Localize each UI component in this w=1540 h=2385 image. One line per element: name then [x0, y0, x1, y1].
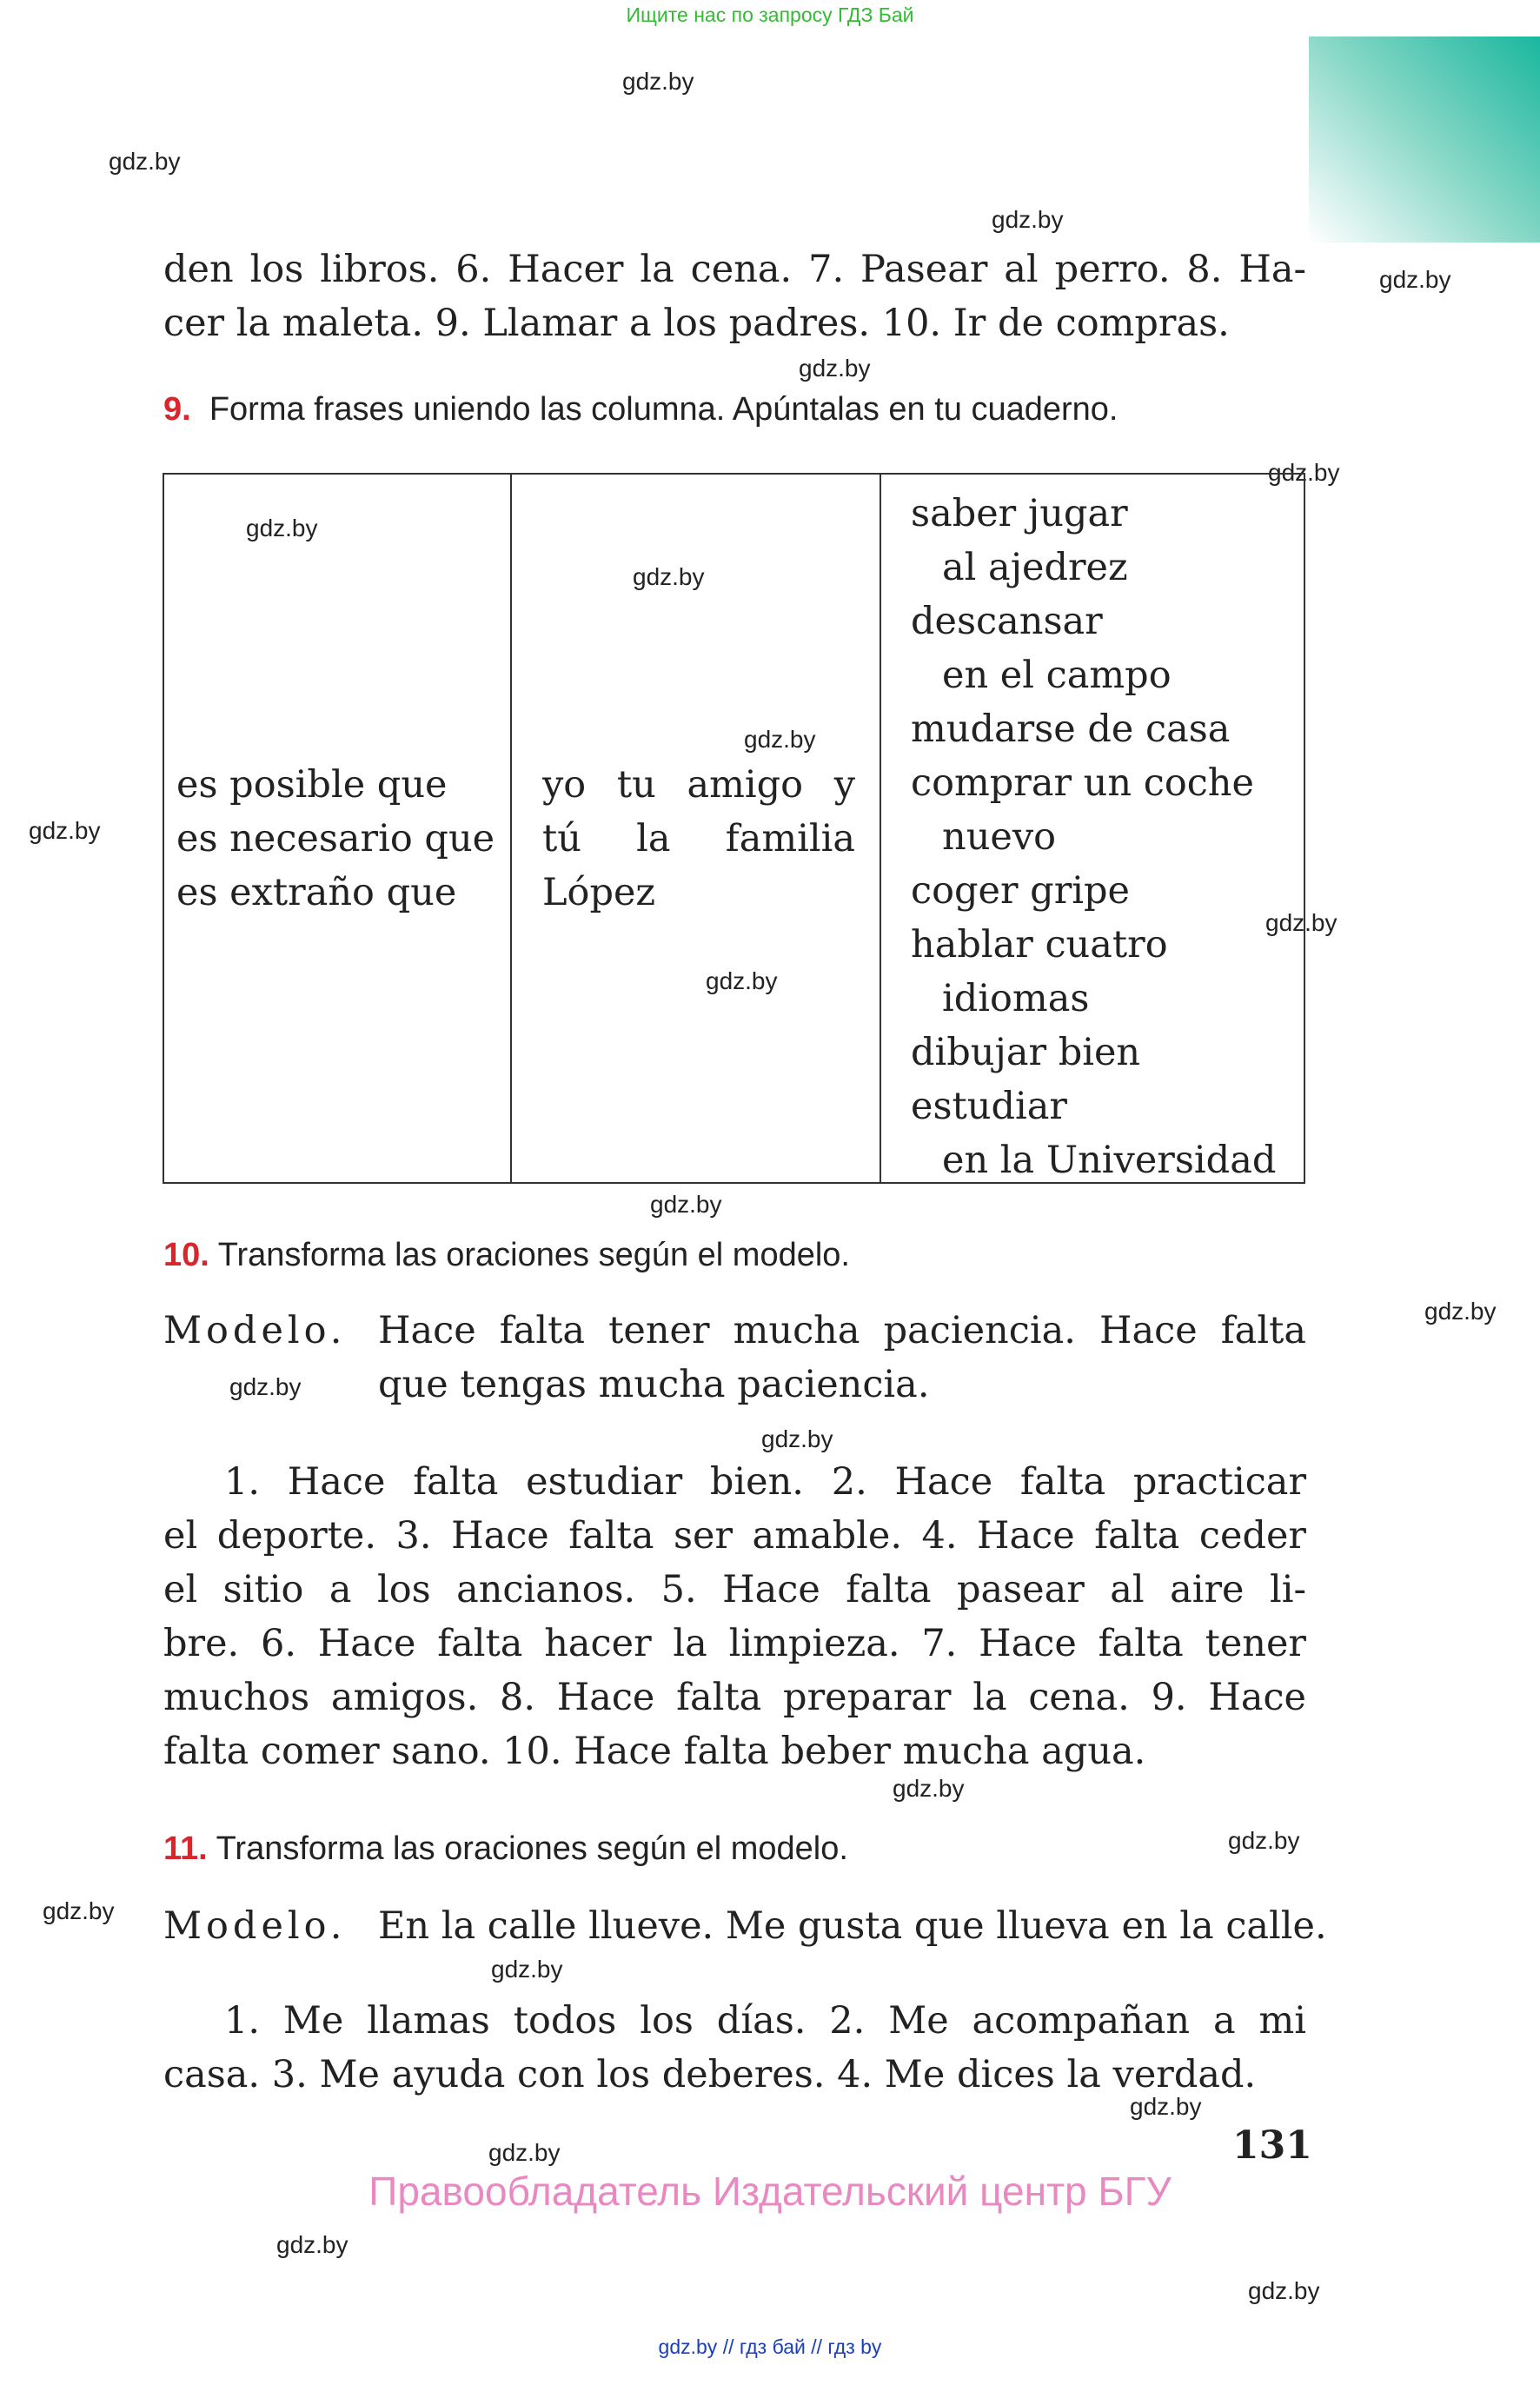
watermark: gdz.by [29, 817, 101, 844]
watermark: gdz.by [246, 515, 318, 541]
paragraph-line: 1. Hace falta estudiar bien. 2. Hace falta practicar [224, 1460, 1306, 1504]
watermark: gdz.by [650, 1191, 722, 1218]
table-column-2 [512, 475, 881, 1182]
paragraph-line: el deporte. 3. Hace falta ser amable. 4. Hace falta ceder [163, 1514, 1306, 1558]
paragraph-line: cer la maleta. 9. Llamar a los padres. 10. Ir de compras. [163, 302, 1230, 345]
table-cell: al ajedrez [942, 546, 1128, 589]
watermark: gdz.by [1379, 266, 1451, 293]
exercise-9-heading [163, 391, 1118, 429]
table-cell: dibujar bien [911, 1031, 1141, 1074]
page-number: 131 [1232, 2123, 1312, 2168]
watermark: gdz.by [1248, 2277, 1320, 2304]
watermark: gdz.by [706, 967, 778, 994]
watermark: gdz.by [744, 726, 816, 753]
paragraph-line: bre. 6. Hace falta hacer la limpieza. 7. Hace falta tener [163, 1622, 1306, 1665]
exercise-instruction: Forma frases uniendo las columna. Apúntalas en tu cuaderno. [209, 391, 1118, 428]
watermark: gdz.by [893, 1775, 965, 1802]
table-cell: en el campo [942, 654, 1172, 697]
model-sentence: que tengas mucha paciencia. [378, 1363, 930, 1406]
watermark: gdz.by [488, 2139, 561, 2166]
corner-decoration [1309, 37, 1540, 242]
model-label: Modelo. [163, 1309, 347, 1352]
top-banner: Ищите нас по запросу ГДЗ Бай [626, 3, 914, 26]
table-cell: saber jugar [911, 492, 1128, 535]
column-1-lines [176, 758, 495, 920]
footer-links[interactable]: gdz.by // гдз бай // гдз by [658, 2335, 882, 2358]
watermark: gdz.by [109, 148, 181, 175]
watermark: gdz.by [1265, 909, 1338, 936]
watermark: gdz.by [1130, 2093, 1202, 2120]
watermark: gdz.by [43, 1897, 115, 1924]
exercise-number: 11. [163, 1830, 208, 1867]
watermark: gdz.by [276, 2231, 348, 2258]
model-sentence: Hace falta tener mucha paciencia. Hace falta [378, 1309, 1306, 1352]
table-cell: es necesario que [176, 817, 495, 860]
table-cell: estudiar [911, 1085, 1067, 1128]
watermark: gdz.by [491, 1956, 563, 1983]
exercise-10-heading [163, 1237, 850, 1274]
table-cell: tú la familia [542, 817, 855, 860]
watermark: gdz.by [229, 1373, 302, 1400]
watermark: gdz.by [1424, 1298, 1497, 1325]
column-2-lines [542, 758, 855, 920]
table-cell: idiomas [942, 977, 1090, 1020]
paragraph-line: muchos amigos. 8. Hace falta preparar la cena. 9. Hace [163, 1676, 1306, 1719]
table-cell: es extraño que [176, 871, 457, 914]
watermark: gdz.by [799, 355, 871, 382]
exercise-instruction: Transforma las oraciones según el modelo. [216, 1830, 848, 1867]
exercise-number: 9. [163, 391, 191, 428]
table-cell: coger gripe [911, 869, 1130, 913]
watermark: gdz.by [1228, 1827, 1300, 1854]
watermark: gdz.by [633, 563, 705, 590]
watermark: gdz.by [622, 68, 694, 95]
paragraph-line: el sitio a los ancianos. 5. Hace falta pasear al aire li- [163, 1568, 1306, 1611]
watermark: gdz.by [761, 1425, 833, 1452]
table-cell: descansar [911, 600, 1103, 643]
table-column-1 [164, 475, 512, 1182]
table-cell: nuevo [942, 815, 1057, 859]
model-sentence: En la calle llueve. Me gusta que llueva en la calle. [378, 1904, 1327, 1948]
table-cell: comprar un coche [911, 761, 1254, 805]
table-cell: López [542, 871, 656, 914]
table-cell: mudarse de casa [911, 708, 1231, 751]
table-cell: en la Universidad [942, 1139, 1277, 1182]
exercise-instruction: Transforma las oraciones según el modelo. [217, 1237, 850, 1273]
paragraph-line: casa. 3. Me ayuda con los deberes. 4. Me dices la verdad. [163, 2053, 1257, 2096]
paragraph-line: 1. Me llamas todos los días. 2. Me acompañan a mi [224, 1999, 1306, 2043]
table-column-3 [881, 475, 1304, 1182]
exercise-11-heading [163, 1830, 848, 1868]
watermark: gdz.by [992, 206, 1064, 233]
exercise-number: 10. [163, 1237, 209, 1273]
copyright-notice: Правообладатель Издательский центр БГУ [368, 2169, 1172, 2214]
word-columns-table [163, 473, 1305, 1184]
watermark: gdz.by [1268, 459, 1340, 486]
model-label: Modelo. [163, 1904, 347, 1948]
table-cell: hablar cuatro [911, 923, 1168, 967]
paragraph-line: falta comer sano. 10. Hace falta beber mucha agua. [163, 1730, 1146, 1773]
column-3-lines [911, 487, 1276, 1187]
paragraph-line: den los libros. 6. Hacer la cena. 7. Pasear al perro. 8. Ha- [163, 248, 1306, 291]
table-cell: es posible que [176, 763, 448, 807]
table-cell: yo tu amigo y [542, 763, 855, 807]
